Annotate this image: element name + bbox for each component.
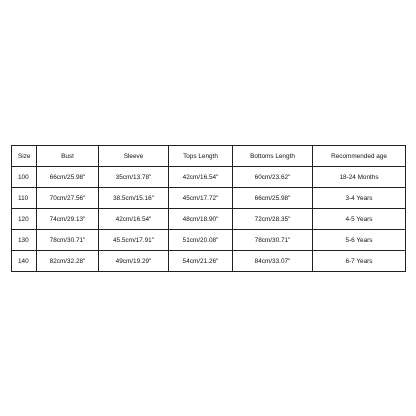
cell-recommended-age: 18-24 Months — [313, 167, 406, 188]
cell-recommended-age: 6-7 Years — [313, 251, 406, 272]
header-bottoms-length: Bottoms Length — [233, 146, 313, 167]
cell-bust: 82cm/32.28" — [37, 251, 99, 272]
table-row — [12, 188, 406, 209]
cell-bottoms-length: 72cm/28.35" — [233, 209, 313, 230]
cell-bottoms-length: 84cm/33.07" — [233, 251, 313, 272]
header-row — [12, 146, 406, 167]
cell-size: 120 — [12, 209, 37, 230]
size-chart-table — [11, 145, 406, 272]
cell-sleeve: 42cm/16.54" — [99, 209, 169, 230]
table-row — [12, 209, 406, 230]
cell-sleeve: 49cm/19.29" — [99, 251, 169, 272]
cell-tops-length: 45cm/17.72" — [169, 188, 233, 209]
cell-bust: 66cm/25.98" — [37, 167, 99, 188]
cell-bust: 70cm/27.56" — [37, 188, 99, 209]
cell-size: 110 — [12, 188, 37, 209]
cell-tops-length: 48cm/18.90" — [169, 209, 233, 230]
cell-recommended-age: 5-6 Years — [313, 230, 406, 251]
cell-recommended-age: 3-4 Years — [313, 188, 406, 209]
header-tops-length: Tops Length — [169, 146, 233, 167]
cell-size: 130 — [12, 230, 37, 251]
table-row — [12, 230, 406, 251]
cell-sleeve: 45.5cm/17.91" — [99, 230, 169, 251]
cell-tops-length: 51cm/20.08" — [169, 230, 233, 251]
table-row — [12, 167, 406, 188]
header-sleeve: Sleeve — [99, 146, 169, 167]
cell-bust: 78cm/30.71" — [37, 230, 99, 251]
header-size: Size — [12, 146, 37, 167]
cell-bottoms-length: 60cm/23.62" — [233, 167, 313, 188]
size-chart-body — [12, 167, 406, 272]
header-recommended-age: Recommended age — [313, 146, 406, 167]
size-chart-header — [12, 146, 406, 167]
table-row — [12, 251, 406, 272]
cell-tops-length: 42cm/16.54" — [169, 167, 233, 188]
cell-bust: 74cm/29.13" — [37, 209, 99, 230]
cell-tops-length: 54cm/21.26" — [169, 251, 233, 272]
cell-sleeve: 35cm/13.78" — [99, 167, 169, 188]
cell-size: 100 — [12, 167, 37, 188]
cell-sleeve: 38.5cm/15.16" — [99, 188, 169, 209]
cell-recommended-age: 4-5 Years — [313, 209, 406, 230]
cell-bottoms-length: 66cm/25.98" — [233, 188, 313, 209]
header-bust: Bust — [37, 146, 99, 167]
cell-bottoms-length: 78cm/30.71" — [233, 230, 313, 251]
cell-size: 140 — [12, 251, 37, 272]
